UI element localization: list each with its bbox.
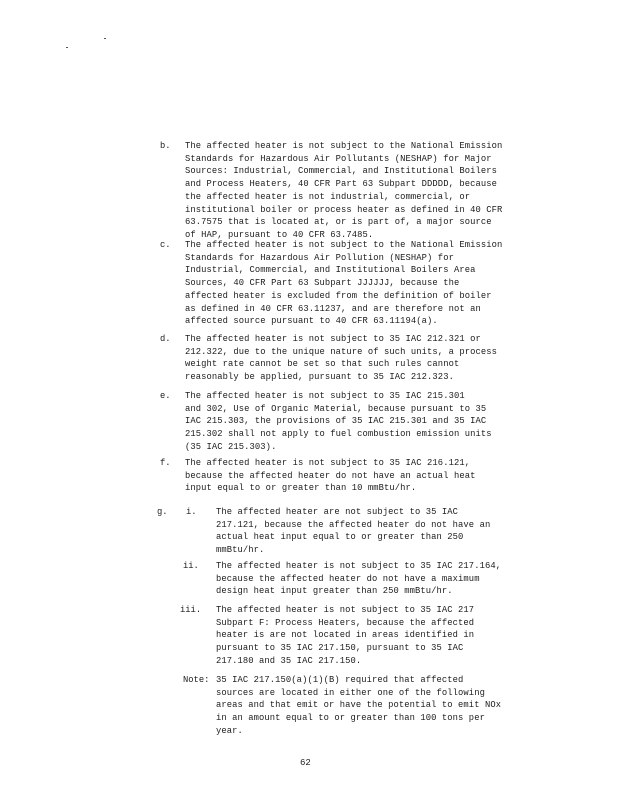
subitem-text-line: The affected heater is not subject to 35 IAC 217.164,: [216, 561, 502, 571]
note-text-line: areas and that emit or have the potential to emit NOx: [216, 700, 502, 711]
item-text-line: weight rate cannot be set so that such rules cannot: [185, 359, 460, 370]
item-text-line: The affected heater is not subject to 35 IAC 215.301: [185, 391, 465, 401]
note-text-line: in an amount equal to or greater than 100 tons per: [216, 713, 485, 724]
page-number: 62: [300, 758, 311, 768]
item-label: d.: [160, 334, 171, 344]
subitem-text-line: The affected heater is not subject to 35 IAC 217: [216, 605, 475, 615]
scan-speck: [104, 38, 106, 39]
item-text-line: The affected heater is not subject to the National Emission: [185, 240, 503, 250]
item-text-line: and 302, Use of Organic Material, because pursuant to 35: [185, 403, 487, 414]
subitem-label: ii.: [183, 561, 199, 571]
item-text-line: and Process Heaters, 40 CFR Part 63 Subpart DDDDD, because: [185, 179, 497, 190]
item-label: c.: [160, 240, 171, 250]
subitem-text-line: pursuant to 35 IAC 217.150, pursuant to 35 IAC: [216, 643, 464, 654]
item-text-line: institutional boiler or process heater as defined in 40 CFR: [185, 204, 503, 215]
item-text-line: affected heater is excluded from the definition of boiler: [185, 290, 492, 301]
item-label: e.: [160, 391, 171, 401]
note-text-line: year.: [216, 725, 243, 736]
item-text-line: as defined in 40 CFR 63.11237, and are therefore not an: [185, 303, 481, 314]
scan-speck: [66, 47, 68, 48]
note-text-line: sources are located in either one of the following: [216, 687, 485, 698]
subitem-text-line: Subpart F: Process Heaters, because the affected: [216, 617, 475, 628]
note-label: Note:: [183, 675, 210, 685]
item-text-line: The affected heater is not subject to the National Emission: [185, 141, 503, 151]
item-text-line: input equal to or greater than 10 mmBtu/hr.: [185, 483, 417, 494]
item-text-line: of HAP, pursuant to 40 CFR 63.7485.: [185, 229, 374, 240]
subitem-text-line: design heat input greater than 250 mmBtu/hr.: [216, 586, 453, 597]
item-label: b.: [160, 141, 171, 151]
item-text-line: Standards for Hazardous Air Pollution (NESHAP) for: [185, 252, 454, 263]
item-text-line: IAC 215.303, the provisions of 35 IAC 215.301 and 35 IAC: [185, 416, 487, 427]
note-text-line: 35 IAC 217.150(a)(1)(B) required that affected: [216, 675, 464, 685]
subitem-text-line: mmBtu/hr.: [216, 545, 265, 556]
item-text-line: the affected heater is not industrial, commercial, or: [185, 191, 471, 202]
item-label: g.: [157, 507, 168, 517]
subitem-text-line: actual heat input equal to or greater than 250: [216, 532, 464, 543]
item-text-line: 212.322, due to the unique nature of such units, a process: [185, 346, 497, 357]
item-text-line: because the affected heater do not have an actual heat: [185, 470, 476, 481]
item-text-line: Industrial, Commercial, and Institutional Boilers Area: [185, 265, 476, 276]
item-text-line: (35 IAC 215.303).: [185, 441, 277, 452]
item-text-line: 215.302 shall not apply to fuel combustion emission units: [185, 429, 492, 440]
subitem-text-line: because the affected heater do not have a maximum: [216, 573, 480, 584]
item-text-line: Sources, 40 CFR Part 63 Subpart JJJJJJ, because the: [185, 278, 460, 289]
item-text-line: 63.7575 that is located at, or is part of, a major source: [185, 217, 492, 228]
item-text-line: Standards for Hazardous Air Pollutants (NESHAP) for Major: [185, 153, 492, 164]
subitem-label: i.: [186, 507, 197, 517]
subitem-text-line: heater is are not located in areas identified in: [216, 630, 475, 641]
item-text-line: Sources: Industrial, Commercial, and Institutional Boilers: [185, 166, 497, 177]
subitem-text-line: 217.180 and 35 IAC 217.150.: [216, 655, 362, 666]
item-text-line: The affected heater is not subject to 35 IAC 216.121,: [185, 458, 471, 468]
item-label: f.: [160, 458, 171, 468]
subitem-text-line: The affected heater are not subject to 35 IAC: [216, 507, 459, 517]
item-text-line: The affected heater is not subject to 35 IAC 212.321 or: [185, 334, 481, 344]
item-text-line: affected source pursuant to 40 CFR 63.11194(a).: [185, 316, 438, 327]
subitem-label: iii.: [180, 605, 202, 615]
subitem-text-line: 217.121, because the affected heater do not have an: [216, 519, 491, 530]
item-text-line: reasonably be applied, pursuant to 35 IAC 212.323.: [185, 372, 454, 383]
